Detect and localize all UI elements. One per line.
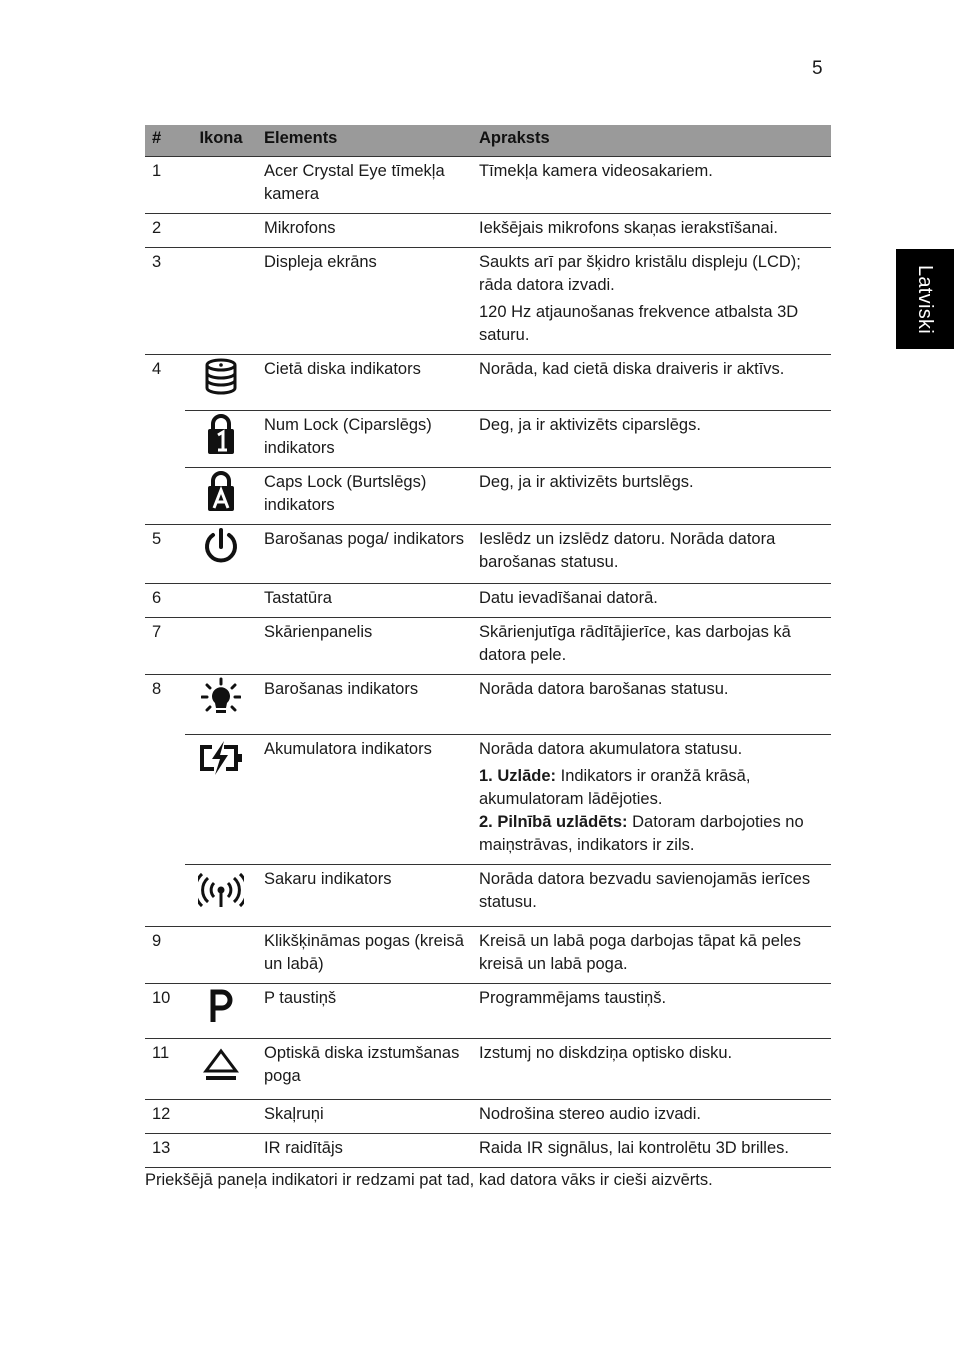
row-element: Klikšķināmas pogas (kreisā un labā)	[257, 927, 472, 984]
row-description: Kreisā un labā poga darbojas tāpat kā peles kreisā un labā poga.	[472, 927, 831, 984]
row-element: Barošanas poga/ indikators	[257, 525, 472, 584]
table-row	[145, 468, 831, 525]
footer-note: Priekšējā paneļa indikatori ir redzami pat tad, kad datora vāks ir cieši aizvērts.	[145, 1171, 713, 1189]
row-description: Norāda datora barošanas statusu.	[472, 675, 831, 735]
header-element: Elements	[257, 125, 472, 157]
charging-label: 1. Uzlāde:	[479, 767, 557, 785]
eject-icon	[202, 1041, 240, 1083]
num-lock-icon	[206, 413, 236, 455]
header-description: Apraksts	[472, 125, 831, 157]
table-row	[145, 1134, 831, 1168]
row-description: Saukts arī par šķidro kristālu displeju (LCD); rāda datora izvadi.	[479, 253, 801, 294]
row-description: Skārienjutīga rādītājierīce, kas darbojas kā datora pele.	[472, 618, 831, 675]
row-element: Akumulatora indikators	[257, 735, 472, 865]
battery-status-full	[479, 811, 825, 857]
row-num: 4	[145, 355, 185, 411]
p-key-icon	[207, 986, 235, 1026]
row-num: 2	[145, 214, 185, 248]
row-description: Datu ievadīšanai datorā.	[472, 584, 831, 618]
row-description: Iekšējais mikrofons skaņas ierakstīšanai.	[472, 214, 831, 248]
table-row	[145, 1100, 831, 1134]
row-element: Tastatūra	[257, 584, 472, 618]
table-row	[145, 214, 831, 248]
row-description: Izstumj no diskdziņa optisko disku.	[472, 1039, 831, 1100]
row-description: Tīmekļa kamera videosakariem.	[479, 162, 713, 180]
row-description: Norāda, kad cietā diska draiveris ir aktīvs.	[472, 355, 831, 411]
table-row	[145, 618, 831, 675]
battery-icon	[198, 737, 244, 777]
row-element: Skaļruņi	[257, 1100, 472, 1134]
table-row	[145, 248, 831, 355]
battery-status-charging	[479, 765, 825, 811]
row-description: Deg, ja ir aktivizēts ciparslēgs.	[472, 411, 831, 468]
row-description: Deg, ja ir aktivizēts burtslēgs.	[472, 468, 831, 525]
row-element: Displeja ekrāns	[257, 248, 472, 355]
row-num: 3	[145, 248, 185, 355]
table-row	[145, 157, 831, 214]
row-element: Barošanas indikators	[257, 675, 472, 735]
row-element: Cietā diska indikators	[257, 355, 472, 411]
row-num	[145, 735, 185, 865]
row-num: 8	[145, 675, 185, 735]
table-row	[145, 584, 831, 618]
row-element: IR raidītājs	[257, 1134, 472, 1168]
row-description: Norāda datora akumulatora statusu.	[479, 740, 743, 758]
row-description: Raida IR signālus, lai kontrolētu 3D brilles.	[472, 1134, 831, 1168]
table-row	[145, 735, 831, 865]
row-num	[145, 411, 185, 468]
header-num: #	[145, 125, 185, 157]
table-header-row	[145, 125, 831, 157]
language-tab-label: Latviski	[914, 264, 937, 334]
table-row	[145, 525, 831, 584]
row-num: 5	[145, 525, 185, 584]
table-row	[145, 355, 831, 411]
table-row	[145, 1039, 831, 1100]
row-num: 13	[145, 1134, 185, 1168]
table-row	[145, 984, 831, 1039]
row-num: 10	[145, 984, 185, 1039]
row-element: Num Lock (Ciparslēgs) indikators	[257, 411, 472, 468]
row-description: Nodrošina stereo audio izvadi.	[472, 1100, 831, 1134]
row-description: Programmējams taustiņš.	[472, 984, 831, 1039]
row-description: Ieslēdz un izslēdz datoru. Norāda datora barošanas statusu.	[472, 525, 831, 584]
language-tab	[896, 249, 954, 349]
power-indicator-icon	[201, 677, 241, 721]
row-num	[145, 468, 185, 525]
power-icon	[202, 527, 240, 567]
full-text: Datoram darbojoties no maiņstrāvas, indikators ir zils.	[479, 813, 804, 854]
charging-text: Indikators ir oranžā krāsā, akumulatoram lādējoties.	[479, 767, 751, 808]
row-num: 6	[145, 584, 185, 618]
row-num: 7	[145, 618, 185, 675]
full-label: 2. Pilnībā uzlādēts:	[479, 813, 628, 831]
table-row	[145, 675, 831, 735]
header-icon: Ikona	[185, 125, 257, 157]
table-row	[145, 865, 831, 927]
row-description-extra: 120 Hz atjaunošanas frekvence atbalsta 3D saturu.	[479, 303, 799, 344]
caps-lock-icon	[206, 470, 236, 512]
wireless-icon	[198, 867, 244, 909]
row-element: Skārienpanelis	[257, 618, 472, 675]
row-description: Norāda datora bezvadu savienojamās ierīces statusu.	[472, 865, 831, 927]
row-element: Optiskā diska izstumšanas poga	[257, 1039, 472, 1100]
hdd-icon	[203, 357, 239, 399]
row-num: 9	[145, 927, 185, 984]
row-num: 1	[152, 162, 162, 180]
row-element: Caps Lock (Burtslēgs) indikators	[257, 468, 472, 525]
row-num: 11	[145, 1039, 185, 1100]
table-row	[145, 411, 831, 468]
row-element: P taustiņš	[257, 984, 472, 1039]
table-row	[145, 927, 831, 984]
components-table	[145, 125, 831, 1168]
row-num: 12	[145, 1100, 185, 1134]
row-element: Sakaru indikators	[257, 865, 472, 927]
row-element: Mikrofons	[257, 214, 472, 248]
page-number: 5	[812, 58, 823, 79]
row-num	[145, 865, 185, 927]
row-element: Acer Crystal Eye tīmekļa kamera	[264, 162, 445, 203]
